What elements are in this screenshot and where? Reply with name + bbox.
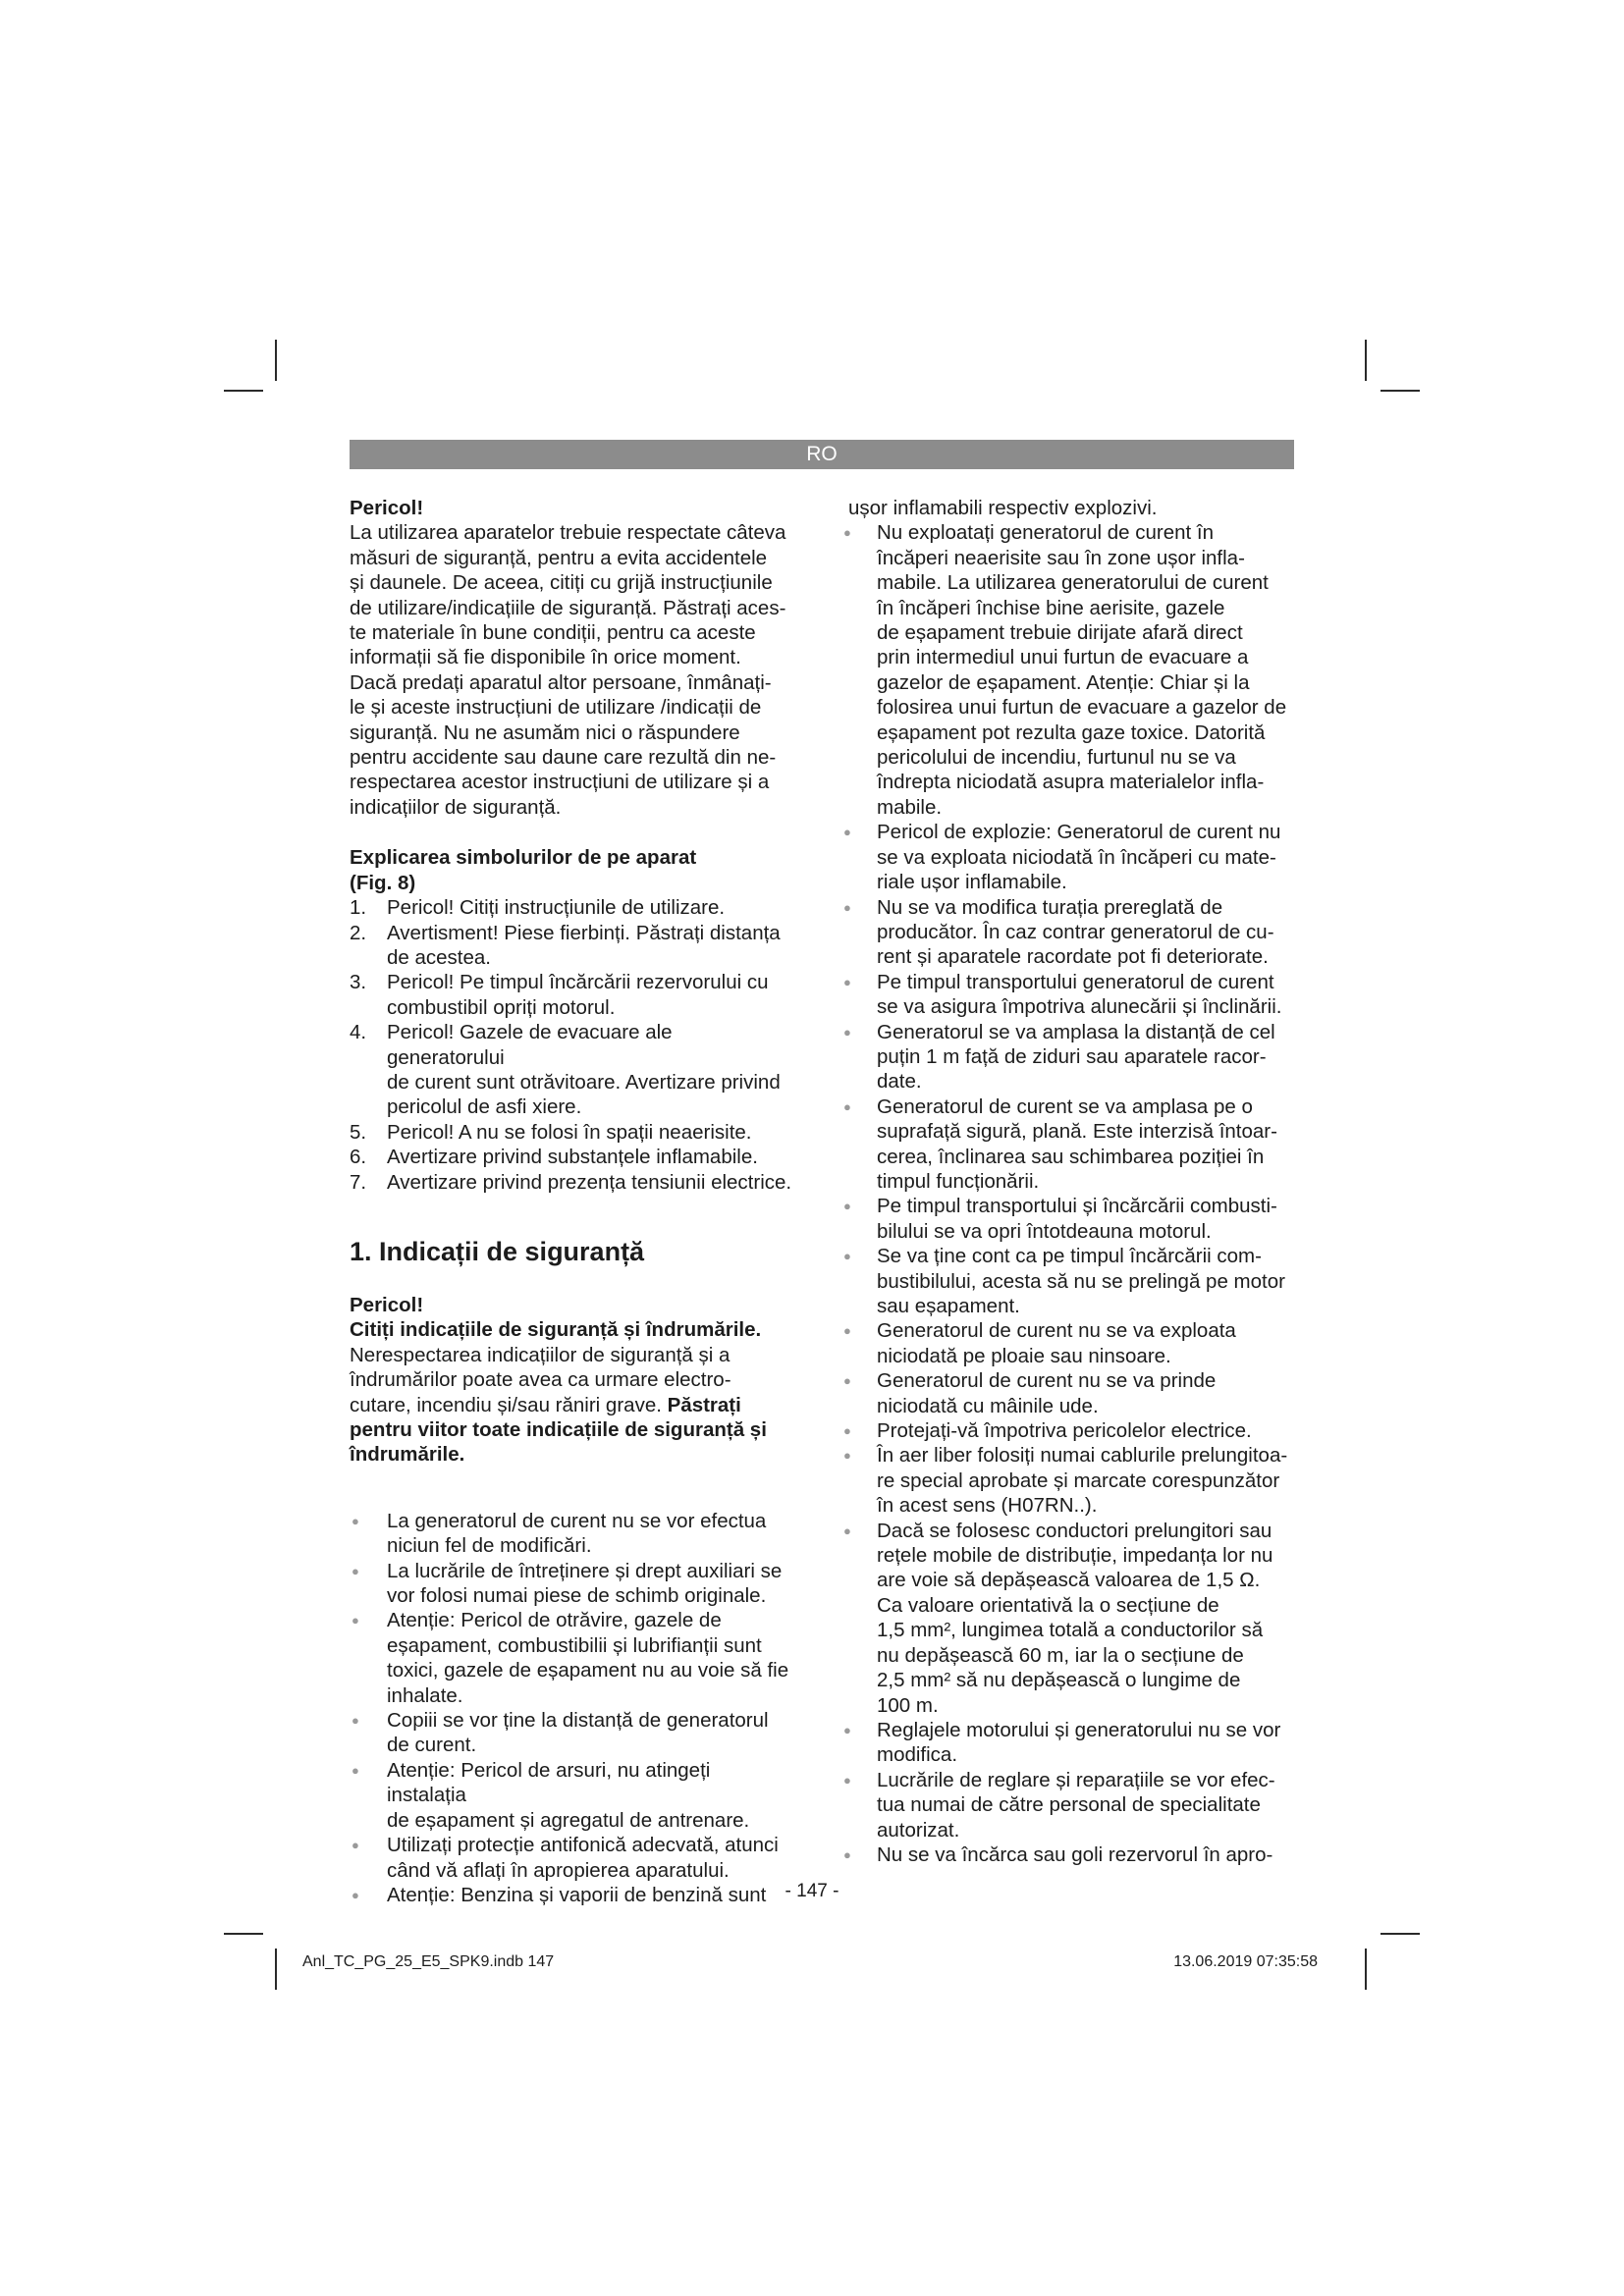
crop-mark — [275, 1949, 277, 1990]
bullet-line: când vă aflați în apropierea aparatului. — [387, 1858, 730, 1882]
bullet-line: de curent. — [387, 1734, 477, 1757]
footer-file-info: Anl_TC_PG_25_E5_SPK9.indb 147 — [302, 1953, 555, 1970]
continuation-line: ușor inflamabili respectiv explozivi. — [848, 497, 1158, 519]
symbol-item — [350, 895, 793, 920]
bullet-line: mabile. — [877, 795, 943, 819]
intro-line: Dacă predați aparatul altor persoane, înmânați- — [350, 670, 772, 694]
intro-line: și daunele. De aceea, citiți cu grijă instrucțiunile — [350, 571, 773, 595]
bullet-line: ● Generatorul de curent nu se va prinde — [877, 1369, 1217, 1393]
symbol-text: de curent sunt otrăvitoare. Avertizare privind — [387, 1070, 781, 1094]
language-header-bar — [350, 440, 1294, 469]
crop-mark — [1380, 1933, 1420, 1935]
bullet-line: tua numai de către personal de specialitate — [877, 1793, 1261, 1817]
symbol-item — [350, 1020, 793, 1120]
bullet-line: îndrepta niciodată asupra materialelor infla- — [877, 771, 1265, 794]
bullet-item — [848, 970, 1294, 1020]
bullet-item — [350, 1608, 793, 1708]
crop-mark — [275, 340, 277, 381]
bullet-item — [848, 1768, 1294, 1842]
bullet-line: ● Se va ține cont ca pe timpul încărcării com- — [877, 1245, 1262, 1268]
symbol-number: 6. — [350, 1146, 367, 1169]
bullet-item — [848, 1194, 1294, 1244]
safety-bullet-list — [350, 1509, 793, 1908]
bullet-line: ● Copiii se vor ține la distanță de generatorul — [387, 1709, 769, 1733]
safety-text-line: îndrumărilor poate avea ca urmare electro- — [350, 1368, 731, 1392]
symbols-title: Explicarea simbolurilor de pe aparat — [350, 846, 697, 870]
intro-line: le și aceste instrucțiuni de utilizare /indicații de — [350, 696, 762, 720]
symbol-item — [350, 1145, 793, 1169]
crop-mark — [1380, 390, 1420, 392]
safety-bold-segment: Păstrați — [667, 1393, 741, 1416]
bullet-line: pericolului de incendiu, furtunul nu se va — [877, 746, 1236, 770]
bullet-item — [848, 520, 1294, 820]
bullet-line: autorizat. — [877, 1818, 960, 1842]
bullet-line: 2,5 mm² să nu depășească o lungime de — [877, 1669, 1241, 1692]
bullet-line: ● Nu se va modifica turația prereglată de — [877, 895, 1223, 919]
symbol-number: 5. — [350, 1120, 367, 1144]
symbol-text: Avertizare privind substanțele inflamabile. — [387, 1146, 758, 1169]
safety-bold-line: îndrumările. — [350, 1443, 465, 1467]
symbol-item — [350, 1120, 793, 1145]
bullet-line: 100 m. — [877, 1693, 939, 1717]
bullet-line: ● Pericol de explozie: Generatorul de curent nu — [877, 821, 1281, 844]
intro-paragraph — [350, 520, 793, 820]
bullet-item — [848, 820, 1294, 894]
bullet-item — [350, 1758, 793, 1833]
bullet-item — [848, 1842, 1294, 1867]
symbol-number: 7. — [350, 1170, 367, 1194]
symbol-number: 3. — [350, 971, 367, 994]
symbol-item — [350, 921, 793, 971]
symbol-text: de acestea. — [387, 945, 491, 969]
bullet-item — [350, 1708, 793, 1758]
left-column — [350, 496, 793, 1907]
intro-line: La utilizarea aparatelor trebuie respectate câteva — [350, 521, 786, 545]
intro-line: siguranță. Nu ne asumăm nici o răspundere — [350, 721, 740, 744]
bullet-item — [848, 1244, 1294, 1318]
bullet-line: ● Pe timpul transportului și încărcării combusti- — [877, 1195, 1277, 1218]
bullet-line: ● La lucrările de întreținere și drept auxiliari se — [387, 1559, 783, 1582]
page-number: - 147 - — [785, 1881, 839, 1901]
bullet-item — [848, 1368, 1294, 1418]
bullet-line: ● Pe timpul transportului generatorul de curent — [877, 970, 1274, 993]
bullet-line: ● Atenție: Pericol de arsuri, nu atingeți instalația — [387, 1758, 711, 1807]
safety-text-line: Nerespectarea indicațiilor de siguranță și a — [350, 1343, 731, 1366]
bullet-line: are voie să depășească valoarea de 1,5 Ω. — [877, 1569, 1261, 1592]
bullet-line: în încăperi închise bine aerisite, gazele — [877, 596, 1225, 619]
bullet-item — [848, 1318, 1294, 1368]
bullet-line: ● Nu exploatați generatorul de curent în — [877, 521, 1215, 545]
bullet-line: ● Lucrările de reglare și reparațiile se vor efec- — [877, 1768, 1275, 1791]
bullet-line: vor folosi numai piese de schimb originale. — [387, 1584, 767, 1608]
intro-line: indicațiilor de siguranță. — [350, 795, 562, 819]
bullet-line: re special aprobate și marcate corespunzător — [877, 1468, 1280, 1492]
symbol-number: 1. — [350, 896, 367, 920]
crop-mark — [1365, 1949, 1367, 1990]
bullet-line: folosirea unui furtun de evacuare a gazelor de — [877, 696, 1287, 720]
intro-line: măsuri de siguranță, pentru a evita accidentele — [350, 546, 768, 569]
bullet-item — [848, 1020, 1294, 1095]
safety-text-line — [350, 1393, 793, 1417]
bullet-item — [350, 1559, 793, 1609]
bullet-item — [848, 1718, 1294, 1768]
bullet-line: date. — [877, 1070, 922, 1094]
bullet-line: eșapament pot rezulta gaze toxice. Datorită — [877, 721, 1266, 744]
intro-line: informații să fie disponibile în orice moment. — [350, 646, 741, 669]
bullet-line: niciodată cu mâinile ude. — [877, 1394, 1099, 1417]
bullet-item — [848, 1418, 1294, 1443]
bullet-line: ● Atenție: Pericol de otrăvire, gazele de — [387, 1609, 722, 1632]
symbol-item — [350, 970, 793, 1020]
intro-line: te materiale în bune condiții, pentru ca aceste — [350, 621, 756, 645]
bullet-line: se va asigura împotriva alunecării și înclinării. — [877, 995, 1282, 1019]
footer-date-info: 13.06.2019 07:35:58 — [1173, 1953, 1318, 1970]
bullet-line: rent și aparatele racordate pot fi deteriorate. — [877, 945, 1269, 969]
bullet-line: ● Protejați-vă împotriva pericolelor electrice. — [877, 1419, 1252, 1443]
symbol-text: Pericol! Pe timpul încărcării rezervorului cu — [387, 971, 769, 994]
intro-line: respectarea acestor instrucțiuni de utilizare și a — [350, 771, 770, 794]
bullet-item — [350, 1509, 793, 1559]
bullet-item — [848, 1443, 1294, 1518]
bullet-line: riale ușor inflamabile. — [877, 871, 1067, 894]
bullet-line: ● Generatorul de curent se va amplasa pe o — [877, 1095, 1253, 1118]
safety-danger-label: Pericol! — [350, 1293, 424, 1316]
bullet-line: ● Nu se va încărca sau goli rezervorul în apro- — [877, 1842, 1273, 1866]
bullet-line: ● Dacă se folosesc conductori prelungitori sau — [877, 1519, 1272, 1542]
symbol-text: Pericol! A nu se folosi în spații neaerisite. — [387, 1120, 752, 1144]
bullet-item — [848, 1519, 1294, 1718]
right-column — [848, 496, 1294, 1867]
bullet-line: bustibilului, acesta să nu se prelingă pe motor — [877, 1269, 1285, 1293]
symbol-text: Avertizare privind prezența tensiunii electrice. — [387, 1170, 792, 1194]
bullet-line: prin intermediul unui furtun de evacuare a — [877, 646, 1249, 669]
bullet-item — [350, 1833, 793, 1883]
bullet-line: inhalate. — [387, 1683, 463, 1707]
language-label: RO — [806, 443, 838, 465]
symbols-figure-ref: (Fig. 8) — [350, 871, 416, 894]
bullet-line: producător. În caz contrar generatorul de cu- — [877, 920, 1274, 943]
crop-mark — [224, 1933, 263, 1935]
bullet-line: în acest sens (H07RN..). — [877, 1494, 1098, 1518]
safety-bold-line: pentru viitor toate indicațiile de siguranță și — [350, 1418, 767, 1441]
section-heading: 1. Indicații de siguranță — [350, 1236, 645, 1266]
symbol-item — [350, 1170, 793, 1195]
bullet-line: ● La generatorul de curent nu se vor efectua — [387, 1509, 767, 1532]
symbol-text: Pericol! Gazele de evacuare ale generatorului — [387, 1021, 673, 1069]
bullet-line: se va exploata niciodată în încăperi cu mate- — [877, 845, 1276, 869]
bullet-line: ● Utilizați protecție antifonică adecvată, atunci — [387, 1834, 779, 1857]
bullet-line: toxici, gazele de eșapament nu au voie să fie — [387, 1659, 789, 1682]
bullet-line: ● Atenție: Benzina și vaporii de benzină sunt — [387, 1883, 767, 1906]
bullet-line: mabile. La utilizarea generatorului de curent — [877, 571, 1269, 595]
bullet-line: Ca valoare orientativă la o secțiune de — [877, 1593, 1219, 1617]
bullet-item — [848, 895, 1294, 970]
safety-text-segment: cutare, incendiu și/sau răniri grave. — [350, 1393, 662, 1416]
danger-title: Pericol! — [350, 497, 424, 519]
symbol-text: pericolul de asfi xiere. — [387, 1095, 582, 1119]
symbol-number: 2. — [350, 921, 367, 944]
bullet-line: de eșapament trebuie dirijate afară direct — [877, 621, 1243, 645]
bullet-line: suprafață sigură, plană. Este interzisă întoar- — [877, 1120, 1277, 1144]
crop-mark — [224, 390, 263, 392]
symbol-text: Pericol! Citiți instrucțiunile de utilizare. — [387, 896, 726, 920]
bullet-line: cerea, înclinarea sau schimbarea poziției în — [877, 1145, 1265, 1168]
bullet-line: niciodată pe ploaie sau ninsoare. — [877, 1344, 1171, 1367]
intro-line: de utilizare/indicațiile de siguranță. Păstrați aces- — [350, 596, 786, 619]
safety-read-instruction: Citiți indicațiile de siguranță și îndrumările. — [350, 1318, 762, 1342]
bullet-line: niciun fel de modificări. — [387, 1534, 592, 1558]
intro-line: pentru accidente sau daune care rezultă din ne- — [350, 746, 777, 770]
symbol-text: Avertisment! Piese fierbinți. Păstrați distanța — [387, 921, 781, 944]
bullet-line: sau eșapament. — [877, 1295, 1020, 1317]
bullet-line: încăperi neaerisite sau în zone ușor infla- — [877, 546, 1245, 569]
bullet-line: ● Reglajele motorului și generatorului nu se vor — [877, 1718, 1281, 1741]
symbols-list — [350, 895, 793, 1195]
bullet-line: bilului se va opri întotdeauna motorul. — [877, 1219, 1212, 1243]
bullet-line: rețele mobile de distribuție, impedanța lor nu — [877, 1544, 1273, 1568]
bullet-line: ● Generatorul se va amplasa la distanță de cel — [877, 1020, 1275, 1043]
safety-bullet-list-continued — [848, 520, 1294, 1867]
crop-mark — [1365, 340, 1367, 381]
bullet-line: nu depășească 60 m, iar la o secțiune de — [877, 1643, 1244, 1667]
bullet-line: modifica. — [877, 1743, 958, 1767]
symbol-number: 4. — [350, 1021, 367, 1044]
bullet-line: timpul funcționării. — [877, 1169, 1040, 1193]
bullet-line: de eșapament și agregatul de antrenare. — [387, 1808, 750, 1832]
bullet-item — [848, 1095, 1294, 1195]
bullet-line: puțin 1 m față de ziduri sau aparatele racor- — [877, 1044, 1267, 1068]
bullet-line: gazelor de eșapament. Atenție: Chiar și la — [877, 670, 1250, 694]
bullet-line: eșapament, combustibilii și lubrifianții sunt — [387, 1633, 762, 1657]
symbol-text: combustibil opriți motorul. — [387, 995, 616, 1019]
bullet-line: 1,5 mm², lungimea totală a conductorilor să — [877, 1619, 1264, 1642]
bullet-line: ● În aer liber folosiți numai cablurile prelungitoa- — [877, 1444, 1288, 1468]
bullet-line: ● Generatorul de curent nu se va exploata — [877, 1319, 1236, 1343]
